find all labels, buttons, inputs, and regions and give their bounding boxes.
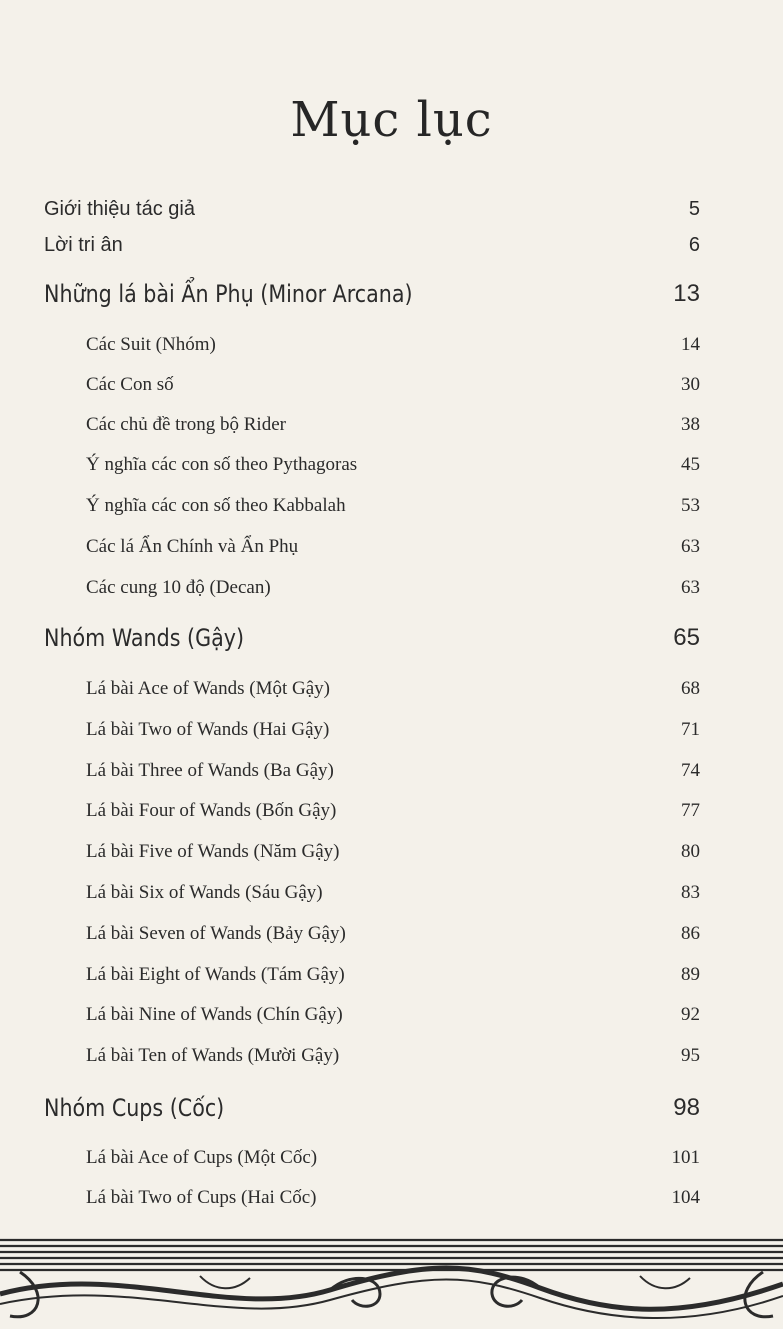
toc-entry-page: 63 (681, 577, 700, 598)
toc-entry (0, 414, 783, 450)
toc-entry (0, 964, 783, 1000)
toc-entry-page: 77 (681, 800, 700, 821)
toc-entry (0, 577, 783, 613)
toc-entry (0, 495, 783, 531)
toc-entry (0, 198, 783, 234)
toc-entry (0, 882, 783, 918)
toc-entry-label: Các cung 10 độ (Decan) (86, 577, 271, 598)
toc-entry-label: Giới thiệu tác giả (44, 198, 195, 220)
toc-entry-page: 80 (681, 841, 700, 862)
toc-entry-label: Lá bài Two of Wands (Hai Gậy) (86, 719, 330, 740)
toc-entry-label: Lá bài Ten of Wands (Mười Gậy) (86, 1045, 340, 1066)
toc-entry-label: Lá bài Two of Cups (Hai Cốc) (86, 1187, 317, 1208)
toc-entry-label: Nhóm Wands (Gậy) (44, 624, 245, 652)
toc-entry-label: Lá bài Six of Wands (Sáu Gậy) (86, 882, 323, 903)
toc-entry-page: 71 (681, 719, 700, 740)
toc-entry-page: 63 (681, 536, 700, 557)
toc-entry-label: Lá bài Four of Wands (Bốn Gậy) (86, 800, 337, 821)
toc-entry-page: 74 (681, 760, 700, 781)
toc-entry-page: 92 (681, 1004, 700, 1025)
toc-entry-label: Lá bài Ace of Cups (Một Cốc) (86, 1147, 318, 1168)
toc-entry-page: 53 (681, 495, 700, 516)
toc-entry-page: 101 (671, 1147, 700, 1168)
toc-entry-label: Lá bài Eight of Wands (Tám Gậy) (86, 964, 345, 985)
toc-entry-page: 14 (681, 334, 700, 355)
toc-entry-page: 45 (681, 454, 700, 475)
toc-entry-label: Lá bài Ace of Wands (Một Gậy) (86, 678, 330, 699)
toc-entry-page: 5 (688, 198, 700, 220)
toc-entry-label: Lá bài Five of Wands (Năm Gậy) (86, 841, 340, 862)
toc-entry (0, 536, 783, 572)
toc-entry-page: 86 (681, 923, 700, 944)
toc-entry (0, 760, 783, 796)
toc-entry (0, 800, 783, 836)
footer-flourish (0, 1268, 783, 1318)
toc-section (0, 280, 783, 316)
ornamental-footer (0, 1232, 783, 1329)
toc-entry (0, 1004, 783, 1040)
toc-entry-page: 98 (673, 1094, 700, 1121)
toc-entry-label: Lá bài Nine of Wands (Chín Gậy) (86, 1004, 343, 1025)
page-title: Mục lục (290, 92, 493, 148)
toc-section (0, 1094, 783, 1130)
toc-section (0, 624, 783, 660)
toc-entry-label: Các Suit (Nhóm) (86, 334, 216, 355)
toc-entry (0, 678, 783, 714)
toc-entry-page: 95 (681, 1045, 700, 1066)
toc-entry-label: Nhóm Cups (Cốc) (44, 1094, 225, 1122)
toc-entry (0, 841, 783, 877)
toc-entry-page: 68 (681, 678, 700, 699)
toc-entry (0, 454, 783, 490)
toc-entry (0, 719, 783, 755)
toc-entry-page: 6 (688, 234, 700, 256)
toc-entry-page: 89 (681, 964, 700, 985)
toc-entry-label: Các chủ đề trong bộ Rider (86, 414, 286, 435)
toc-entry-page: 104 (671, 1187, 700, 1208)
toc-entry-label: Lá bài Three of Wands (Ba Gậy) (86, 760, 334, 781)
footer-stripes (0, 1240, 783, 1270)
toc-entry-page: 65 (673, 624, 700, 651)
toc-entry (0, 923, 783, 959)
toc-entry-page: 30 (681, 374, 700, 395)
toc-entry-label: Các lá Ẩn Chính và Ẩn Phụ (86, 536, 299, 557)
toc-entry-label: Các Con số (86, 374, 174, 395)
toc-entry (0, 374, 783, 410)
toc-entry-page: 83 (681, 882, 700, 903)
toc-entry (0, 1187, 783, 1223)
toc-entry-label: Những lá bài Ẩn Phụ (Minor Arcana) (44, 280, 413, 308)
toc-entry (0, 1147, 783, 1183)
toc-entry (0, 234, 783, 270)
toc-entry-label: Lá bài Seven of Wands (Bảy Gậy) (86, 923, 346, 944)
toc-entry-label: Ý nghĩa các con số theo Kabbalah (86, 495, 346, 516)
toc-entry-page: 38 (681, 414, 700, 435)
toc-entry-page: 13 (673, 280, 700, 307)
toc-entry (0, 334, 783, 370)
toc-entry-label: Ý nghĩa các con số theo Pythagoras (86, 454, 358, 475)
toc-entry (0, 1045, 783, 1081)
toc-entry-label: Lời tri ân (44, 234, 123, 256)
